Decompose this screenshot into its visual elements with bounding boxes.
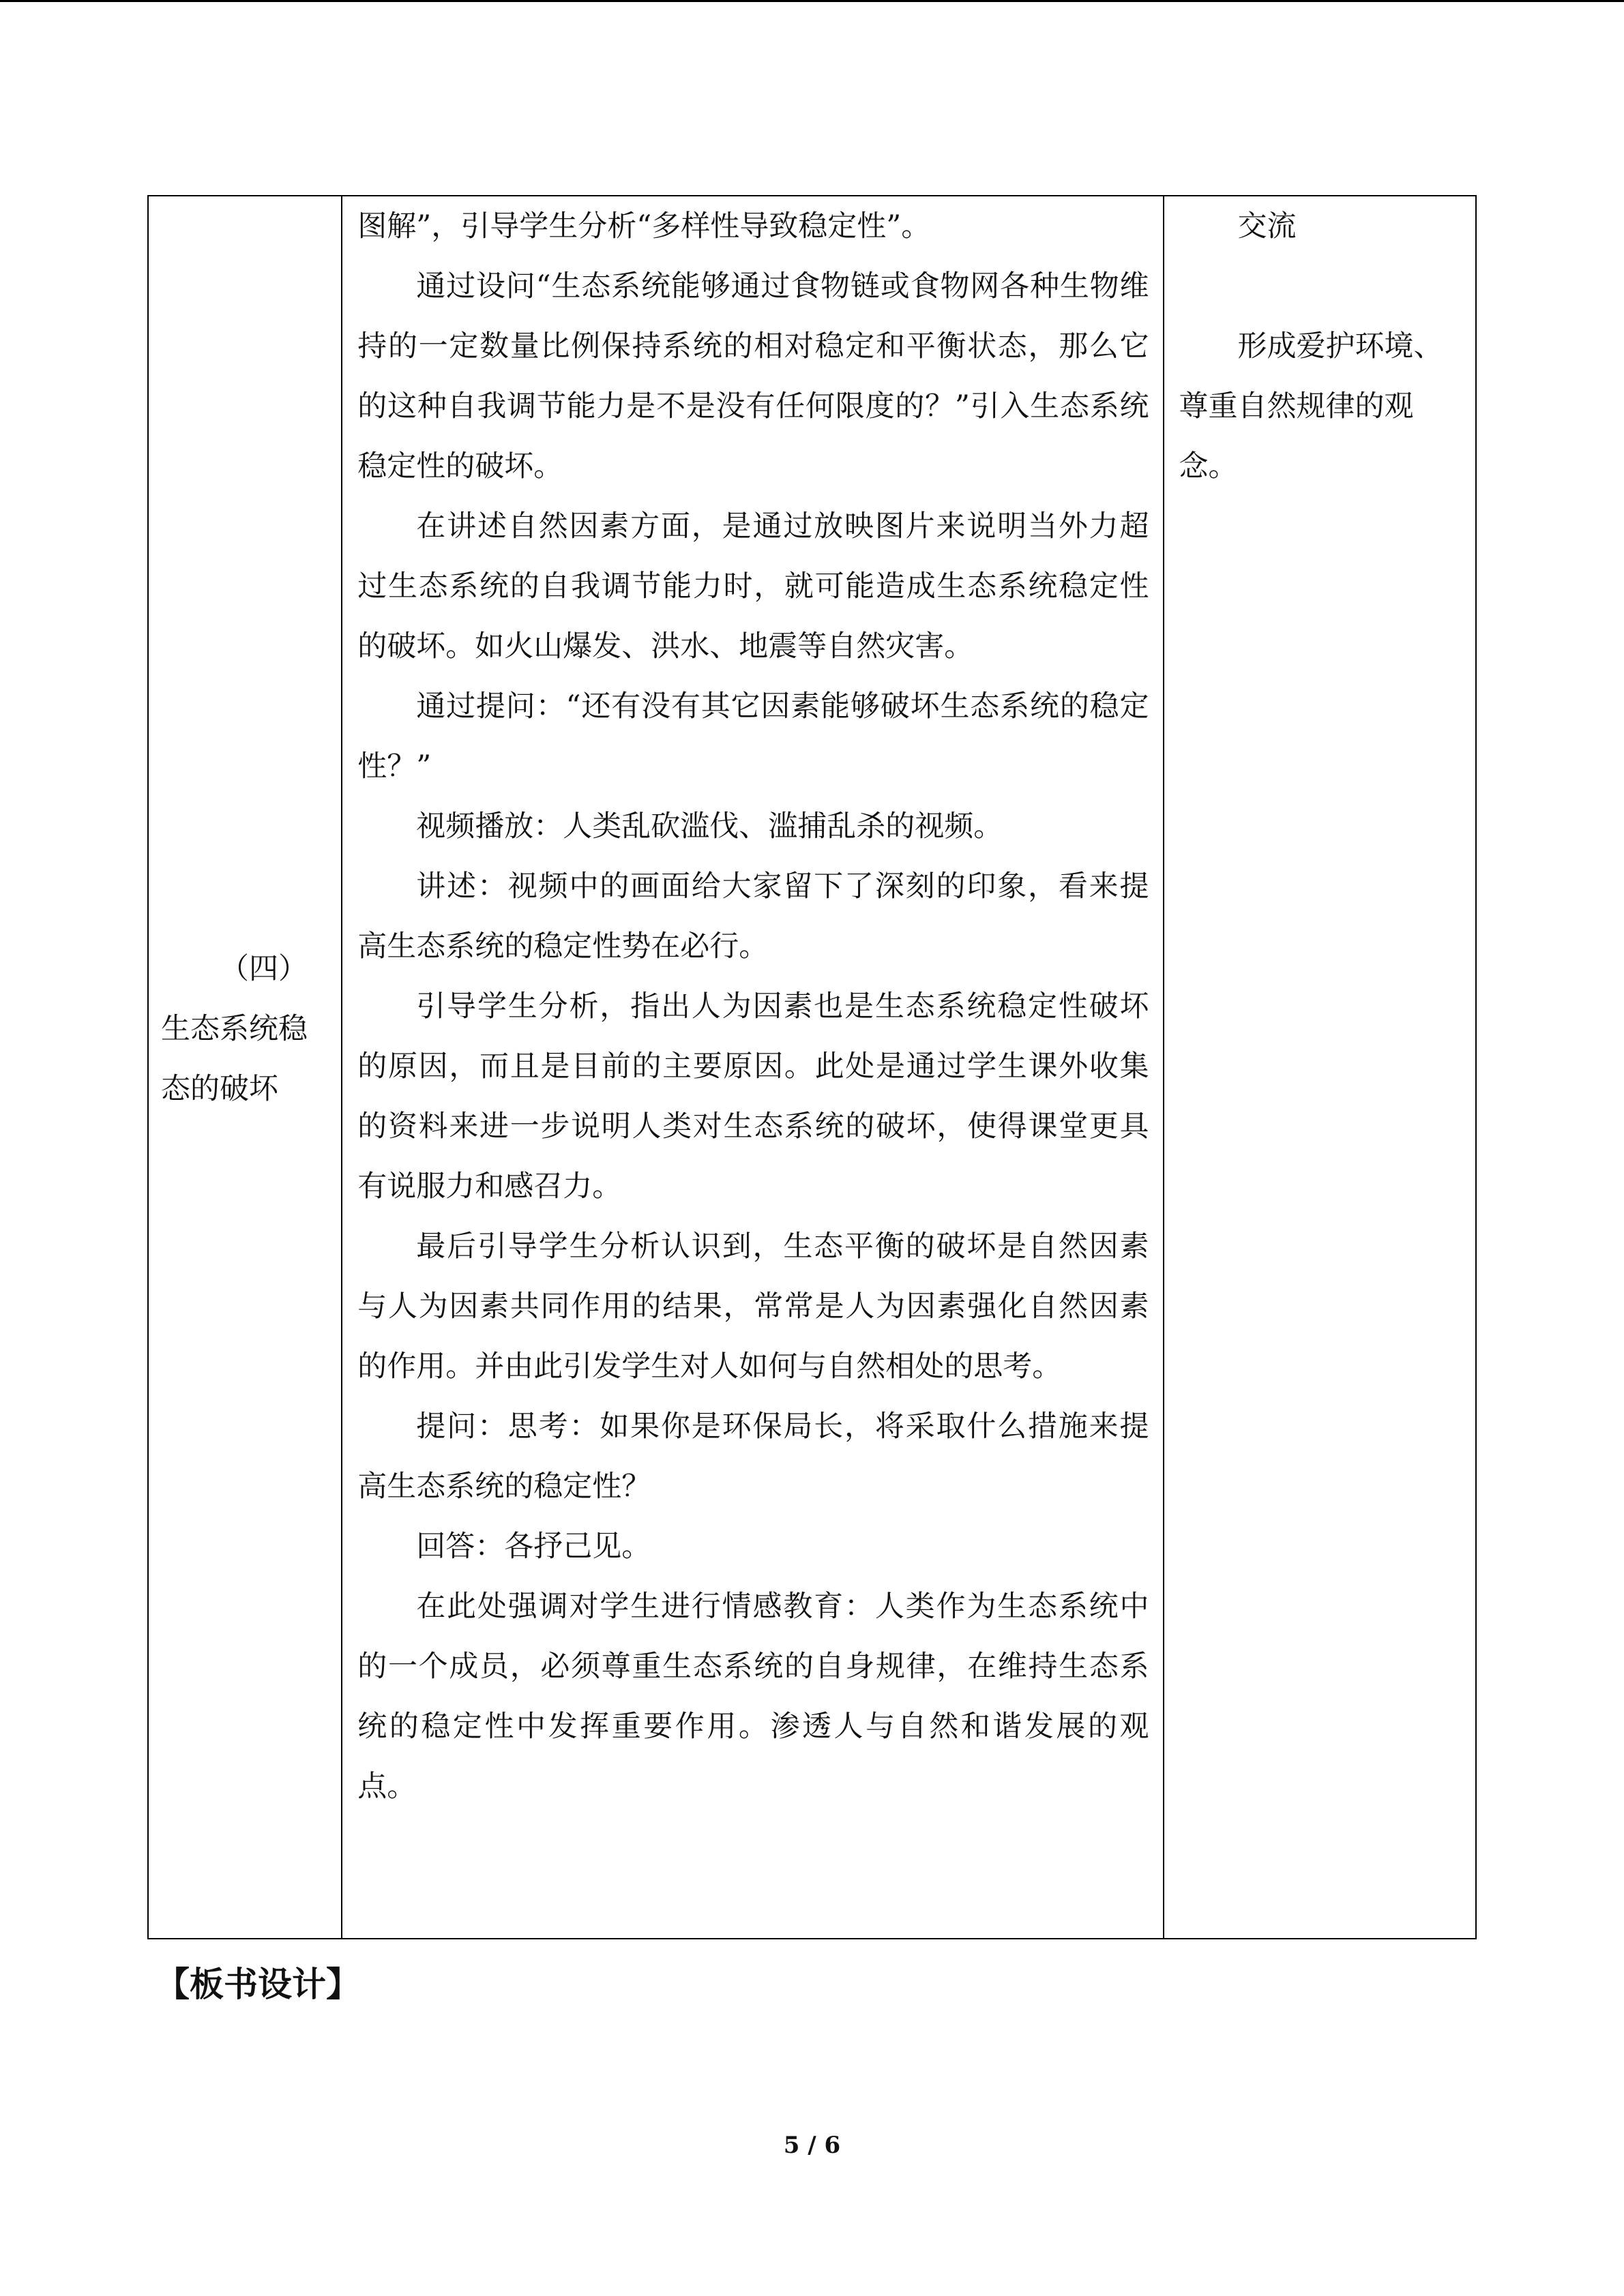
section-cell [148, 196, 342, 1939]
notes-cell [1164, 196, 1476, 1939]
content-paragraph: 提问：思考：如果你是环保局长，将采取什么措施来提高生态系统的稳定性？ [357, 1410, 1149, 1504]
note-goal: 形成爱护环境、尊重自然规律的观念。 [1179, 329, 1443, 483]
top-border-line [0, 0, 1624, 2]
page-number: 5 / 6 [783, 2132, 841, 2159]
teaching-content-cell [342, 196, 1163, 1939]
content-paragraph: 通过提问：“还有没有其它因素能够破坏生态系统的稳定性？” [357, 689, 1149, 784]
note-exchange: 交流 [1237, 209, 1297, 243]
content-paragraph: 引导学生分析，指出人为因素也是生态系统稳定性破坏的原因，而且是目前的主要原因。此处是通过学生课外收集的资料来进一步说明人类对生态系统的破坏，使得课堂更具有说服力和感召力。 [357, 989, 1149, 1204]
content-paragraph: 讲述：视频中的画面给大家留下了深刻的印象，看来提高生态系统的稳定性势在必行。 [357, 869, 1149, 964]
section-title: 生态系统稳态的破坏 [161, 1012, 308, 1106]
content-paragraph: 通过设问“生态系统能够通过食物链或食物网各种生物维持的一定数量比例保持系统的相对稳定和平衡状态，那么它的这种自我调节能力是不是没有任何限度的？”引入生态系统稳定性的破坏。 [357, 269, 1149, 483]
board-design-heading: 【板书设计】 [156, 1964, 360, 2004]
teaching-content [342, 196, 1162, 1817]
content-paragraph: 图解”，引导学生分析“多样性导致稳定性”。 [357, 209, 931, 243]
notes-content [1164, 196, 1475, 496]
table-row [148, 196, 1476, 1939]
content-paragraph: 在讲述自然因素方面，是通过放映图片来说明当外力超过生态系统的自我调节能力时，就可能造成生态系统稳定性的破坏。如火山爆发、洪水、地震等自然灾害。 [357, 509, 1149, 664]
content-paragraph: 回答：各抒己见。 [416, 1530, 651, 1564]
lesson-plan-table [147, 195, 1477, 1939]
section-heading [149, 939, 341, 1119]
content-paragraph: 视频播放：人类乱砍滥伐、滥捕乱杀的视频。 [416, 809, 1003, 844]
content-paragraph: 最后引导学生分析认识到，生态平衡的破坏是自然因素与人为因素共同作用的结果，常常是人为因素强化自然因素的作用。并由此引发学生对人如何与自然相处的思考。 [357, 1229, 1149, 1384]
section-number: （四） [220, 952, 308, 986]
content-paragraph: 在此处强调对学生进行情感教育：人类作为生态系统中的一个成员，必须尊重生态系统的自身规律，在维持生态系统的稳定性中发挥重要作用。渗透人与自然和谐发展的观点。 [357, 1590, 1149, 1804]
